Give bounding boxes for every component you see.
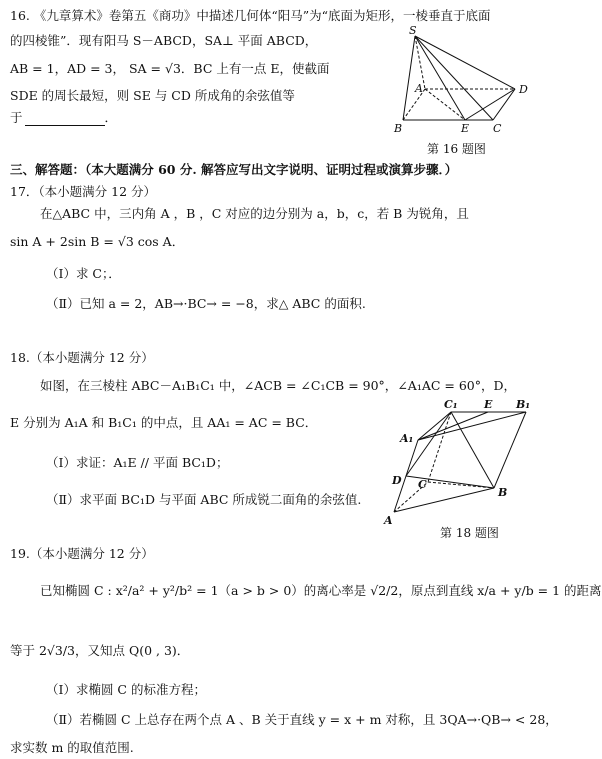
q16-line-5-end: ． bbox=[104, 110, 118, 125]
q19-part-2: （Ⅱ）若椭圆 C 上总存在两个点 A 、B 关于直线 y = x + m 对称，且 3QA→·QB→ < 28， bbox=[46, 712, 558, 727]
q19-line-1: 已知椭圆 C : x²/a² + y²/b² = 1（a > b > 0）的离心率是 √2/2，原点到直线 x/a + y/b = 1 的距离 bbox=[40, 583, 602, 598]
q16-line-4: SDE 的周长最短，则 SE 与 CD 所成角的余弦值等 bbox=[10, 88, 295, 103]
q16-line-3: AB = 1，AD = 3， SA = √3．BC 上有一点 E，使截面 bbox=[10, 61, 330, 76]
q17-line-2: sin A + 2sin B = √3 cos A． bbox=[10, 234, 185, 249]
q19-line-2: 等于 2√3/3，又知点 Q(0 , 3)． bbox=[10, 643, 190, 658]
q19-head: 19.（本小题满分 12 分） bbox=[10, 546, 154, 561]
q18-part-1: （Ⅰ）求证：A₁E // 平面 BC₁D； bbox=[46, 455, 229, 470]
label-D: D bbox=[392, 474, 402, 487]
q18-head: 18.（本小题满分 12 分） bbox=[10, 350, 154, 365]
q16-line-2: 的四棱锥”．现有阳马 S－ABCD，SA⊥ 平面 ABCD， bbox=[10, 33, 318, 48]
label-C: C bbox=[493, 122, 502, 135]
label-B1: B₁ bbox=[516, 398, 531, 411]
label-C18: C bbox=[418, 478, 427, 491]
section-3-heading: 三、解答题：（本大题满分 60 分. 解答应写出文字说明、证明过程或演算步骤．） bbox=[10, 162, 458, 177]
label-E: E bbox=[461, 122, 470, 135]
q19-line-end: 求实数 m 的取值范围. bbox=[10, 740, 134, 755]
q18-figure bbox=[378, 396, 538, 526]
q16-figure bbox=[385, 26, 535, 138]
label-B18: B bbox=[498, 486, 508, 499]
q18-line-1: 如图，在三棱柱 ABC－A₁B₁C₁ 中，∠ACB = ∠C₁CB = 90°，∠A₁AC = 60°，D， bbox=[40, 378, 517, 393]
q16-line-5-text: 于 bbox=[10, 110, 23, 125]
q16-figure-caption: 第 16 题图 bbox=[427, 142, 486, 156]
q17-head: 17．（本小题满分 12 分） bbox=[10, 184, 157, 199]
q18-line-2: E 分别为 A₁A 和 B₁C₁ 的中点，且 AA₁ = AC = BC． bbox=[10, 415, 318, 430]
q18-part-2: （Ⅱ）求平面 BC₁D 与平面 ABC 所成锐二面角的余弦值. bbox=[46, 492, 362, 507]
label-C1: C₁ bbox=[444, 398, 458, 411]
label-E18: E bbox=[484, 398, 493, 411]
q17-line-1: 在△ABC 中，三内角 A ，B ，C 对应的边分别为 a，b，c，若 B 为锐角，且 bbox=[40, 206, 469, 221]
q16-line-1: 16. 《九章算术》卷第五《商功》中描述几何体“阳马”为“底面为矩形，一棱垂直于底面 bbox=[10, 8, 491, 23]
q17-part-2: （Ⅱ）已知 a = 2，AB→·BC→ = −8，求△ ABC 的面积. bbox=[46, 296, 366, 311]
q18-figure-caption: 第 18 题图 bbox=[440, 526, 499, 540]
q19-part-1: （Ⅰ）求椭圆 C 的标准方程； bbox=[46, 682, 206, 697]
label-A: A bbox=[415, 82, 423, 95]
label-D: D bbox=[519, 83, 528, 96]
q16-line-5 bbox=[10, 110, 117, 126]
label-A18: A bbox=[384, 514, 393, 527]
label-B: B bbox=[394, 122, 403, 135]
answer-blank bbox=[25, 113, 105, 126]
q17-part-1: （Ⅰ）求 C；． bbox=[46, 266, 121, 281]
label-A1: A₁ bbox=[400, 432, 414, 445]
label-S: S bbox=[409, 24, 417, 37]
